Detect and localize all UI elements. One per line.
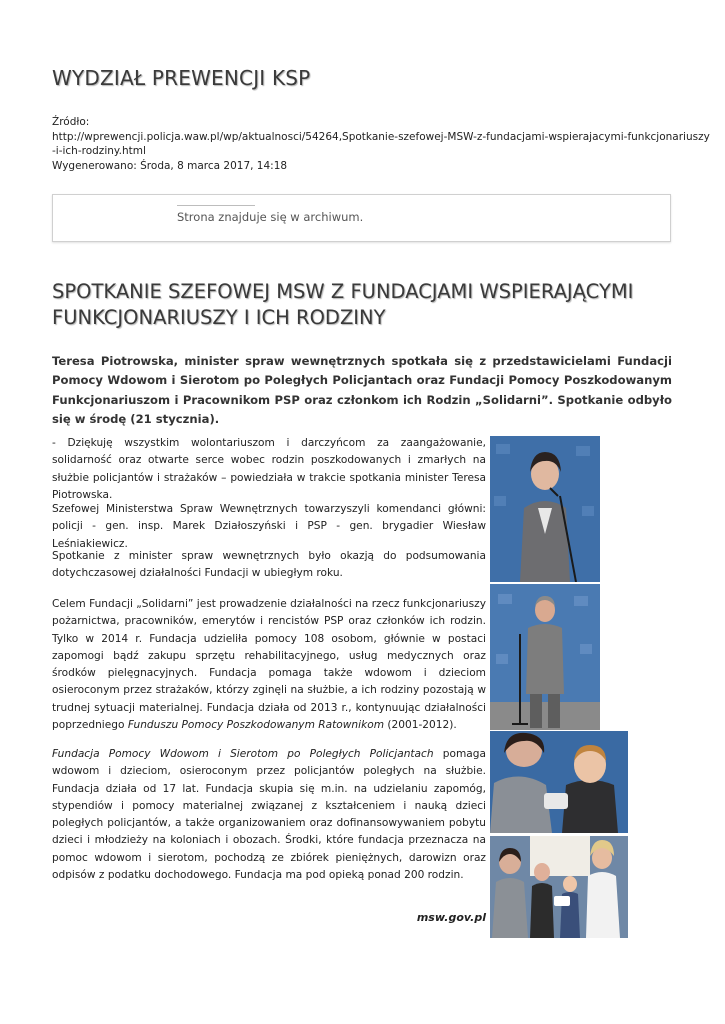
- article-paragraph-2: Szefowej Ministerstwa Spraw Wewnętrznych towarzyszyli komendanci główni: policji - gen. insp. Marek Działoszyński i PSP - gen. brygadier Wiesław Leśniakiewicz.: [52, 503, 486, 550]
- photo-minister-with-child: [490, 731, 628, 833]
- source-meta: [52, 115, 710, 173]
- article-paragraph-5: [52, 746, 486, 884]
- paragraph-5-italic: Fundacja Pomocy Wdowom i Sierotom po Poległych Policjantach: [52, 748, 434, 760]
- archive-divider: [177, 205, 255, 206]
- source-label: Źródło:: [52, 116, 90, 128]
- site-title: WYDZIAŁ PREWENCJI KSP: [52, 66, 311, 90]
- article-lead: Teresa Piotrowska, minister spraw wewnętrznych spotkała się z przedstawicielami Fundacji Pomocy Wdowom i Sierotom po Poległych Policjantach oraz Fundacji Pomocy Poszkodowanym Funkcjonariuszom i Pracownikom PSP oraz członkom ich Rodzin „Solidarni”. Spotkanie odbyło się w środę (21 stycznia).: [52, 354, 672, 427]
- photo-minister-speaking: [490, 436, 600, 582]
- source-url-line-1[interactable]: http://wprewencji.policja.waw.pl/wp/aktualnosci/54264,Spotkanie-szefowej-MSW-z-fundacjami-wspierajacymi-funkcjonariuszy: [52, 130, 710, 143]
- article-paragraph-4: [52, 596, 486, 734]
- photo-group-presentation: [490, 836, 628, 938]
- article-paragraph-3: Spotkanie z minister spraw wewnętrznych było okazją do podsumowania dotychczasowej działalności Fundacji w ubiegłym roku.: [52, 550, 486, 580]
- paragraph-5-text: pomaga wdowom i dzieciom, osieroconym przez policjantów poległych na służbie. Fundacja działa od 17 lat. Fundacja skupia się m.in. na udzielaniu zapomóg, stypendiów i pomocy materialnej związanej z kształceniem i nauką dzieci poległych policjantów, a także organizowaniem oraz dofinansowywaniem pobytu dzieci i młodzieży na koloniach i obozach. Środki, które fundacja przeznacza na pomoc wdowom i sierotom, pochodzą ze zbiórek pieniężnych, darowizn oraz odpisów z podatku dochodowego. Fundacja ma pod opieką ponad 200 rodzin.: [52, 748, 486, 882]
- generated-date: Wygenerowano: Środa, 8 marca 2017, 14:18: [52, 159, 288, 172]
- source-url-line-2[interactable]: -i-ich-rodziny.html: [52, 145, 146, 157]
- article-source: msw.gov.pl: [416, 911, 486, 924]
- photo-officer-speaking: [490, 584, 600, 730]
- archive-notice-box: [52, 194, 671, 242]
- article-paragraph-1: - Dziękuję wszystkim wolontariuszom i darczyńcom za zaangażowanie, solidarność oraz otwarte serce wobec rodzin poszkodowanych i zmarłych na służbie policjantów i strażaków – powiedziała w trakcie spotkania minister Teresa Piotrowska.: [52, 437, 486, 501]
- paragraph-4-text: Celem Fundacji „Solidarni” jest prowadzenie działalności na rzecz funkcjonariuszy pożarnictwa, pracowników, emerytów i rencistów PSP oraz członków ich rodzin. Tylko w 2014 r. Fundacja udzieliła pomocy 108 osobom, głównie w postaci zapomogi bądź zakupu sprzętu rehabilitacyjnego, usług medycznych oraz środków pielęgnacyjnych. Fundacja pomaga także wdowom i dzieciom osieroconym przez strażaków, którzy zginęli na służbie, a ich rodziny pozostają w trudnej sytuacji materialnej. Fundacja działa od 2013 r., kontynuując działalności poprzedniego: [52, 598, 486, 732]
- paragraph-4-end: (2001-2012).: [384, 719, 457, 732]
- archive-notice: Strona znajduje się w archiwum.: [177, 210, 364, 224]
- article-title: SPOTKANIE SZEFOWEJ MSW Z FUNDACJAMI WSPIERAJĄCYMI FUNKCJONARIUSZY I ICH RODZINY: [52, 280, 634, 329]
- paragraph-4-italic: Funduszu Pomocy Poszkodowanym Ratownikom: [127, 719, 385, 732]
